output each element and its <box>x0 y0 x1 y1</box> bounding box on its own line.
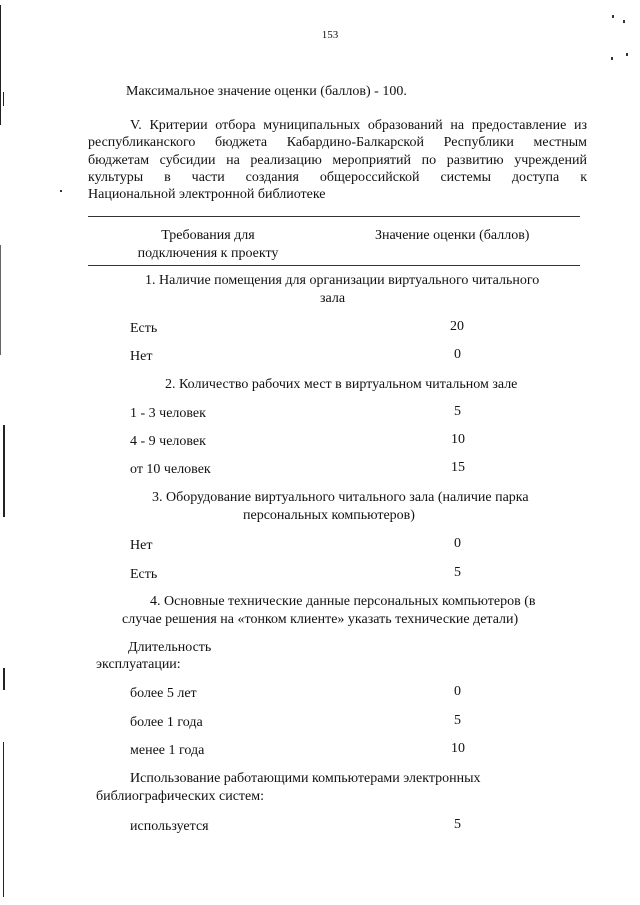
option-label: Есть <box>130 321 158 336</box>
option-label: Нет <box>130 349 153 364</box>
option-label: 4 - 9 человек <box>130 434 206 449</box>
criterion-title: 1. Наличие помещения для организации виртуального читального <box>145 273 540 288</box>
max-score-line: Максимальное значение оценки (баллов) - 100. <box>126 84 407 99</box>
criterion-title: 4. Основные технические данные персональных компьютеров (в <box>150 594 536 609</box>
header-score: Значение оценки (баллов) <box>375 228 530 243</box>
table-header-rule <box>88 265 580 266</box>
option-label: более 1 года <box>130 715 203 730</box>
option-label: более 5 лет <box>130 686 197 701</box>
option-value: 5 <box>454 713 461 728</box>
option-value: 0 <box>454 684 461 699</box>
scan-margin-mark <box>3 742 4 897</box>
section-heading-line: республиканского бюджета Кабардино-Балкарской Республики местным <box>88 135 587 150</box>
criterion-title: зала <box>320 291 346 306</box>
option-value: 5 <box>454 565 461 580</box>
scan-margin-mark <box>3 92 4 106</box>
option-label: Нет <box>130 538 153 553</box>
option-label: менее 1 года <box>130 743 205 758</box>
section-heading-line: культуры в части создания общероссийской системы доступа к <box>88 170 587 185</box>
option-value: 0 <box>454 347 461 362</box>
scan-margin-mark <box>3 668 5 690</box>
option-label: 1 - 3 человек <box>130 406 206 421</box>
scan-margin-mark <box>3 425 5 517</box>
page-number: 153 <box>321 29 339 41</box>
option-label: используется <box>130 819 209 834</box>
header-requirements: Требования для <box>161 228 255 243</box>
section-heading-line: Национальной электронной библиотеке <box>88 187 326 202</box>
subcriterion-title: Длительность <box>128 640 212 655</box>
scan-margin-mark <box>0 5 1 125</box>
scan-speck <box>611 57 613 60</box>
scan-margin-mark <box>0 245 1 355</box>
option-value: 5 <box>454 404 461 419</box>
option-value: 10 <box>451 432 465 447</box>
option-value: 15 <box>451 460 465 475</box>
criterion-title: 2. Количество рабочих мест в виртуальном читальном зале <box>165 377 518 392</box>
section-heading-line: V. Критерии отбора муниципальных образований на предоставление из <box>130 118 587 133</box>
subcriterion-title: библиографических систем: <box>96 789 264 804</box>
criterion-title: 3. Оборудование виртуального читального зала (наличие парка <box>152 490 529 505</box>
scan-speck <box>612 15 614 18</box>
scan-speck <box>60 190 62 192</box>
option-value: 10 <box>451 741 465 756</box>
criterion-title: персональных компьютеров) <box>243 508 415 523</box>
option-value: 20 <box>450 319 464 334</box>
scan-speck <box>623 20 625 23</box>
option-label: от 10 человек <box>130 462 211 477</box>
table-top-rule <box>88 216 580 217</box>
option-value: 5 <box>454 817 461 832</box>
subcriterion-title: Использование работающими компьютерами электронных <box>130 771 481 786</box>
subcriterion-title: эксплуатации: <box>96 657 181 672</box>
header-requirements: подключения к проекту <box>137 246 279 261</box>
section-heading-line: бюджетам субсидии на реализацию мероприятий по развитию учреждений <box>88 153 587 168</box>
scan-speck <box>626 53 628 56</box>
option-label: Есть <box>130 567 158 582</box>
criterion-title: случае решения на «тонком клиенте» указать технические детали) <box>122 612 519 627</box>
option-value: 0 <box>454 536 461 551</box>
